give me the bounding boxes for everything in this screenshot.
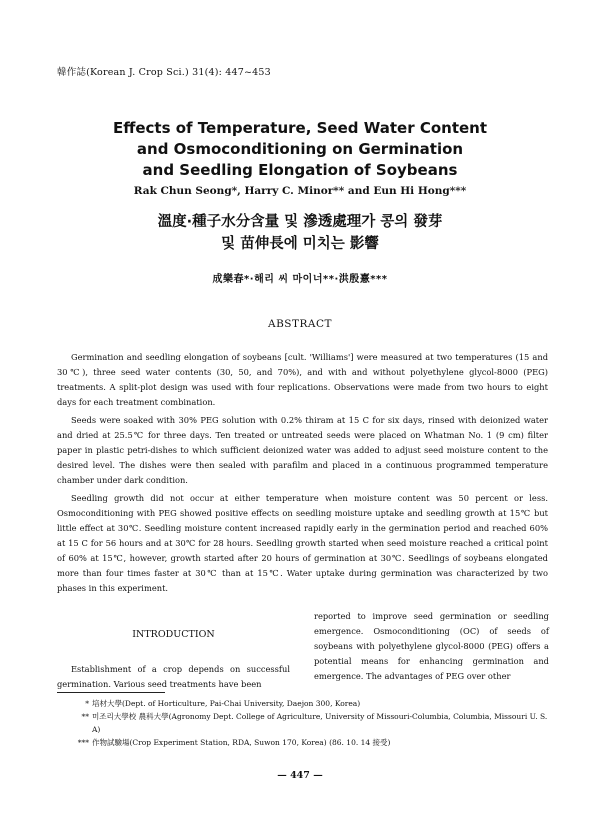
title-line: Effects of Temperature, Seed Water Content [112, 119, 488, 137]
footnote-text: 培材大學(Dept. of Horticulture, Pai-Chai University, Daejon 300, Korea) [92, 699, 361, 708]
section-heading-introduction: INTRODUCTION [132, 629, 215, 640]
page-number: — 447 — [277, 770, 323, 781]
footnote [57, 710, 548, 736]
footnote [57, 736, 548, 749]
footnote [57, 697, 548, 710]
footnote-mark: ** [81, 712, 89, 721]
abstract-heading: ABSTRACT [267, 318, 333, 330]
footnote-text: 미조리大學校 農科大學(Agronomy Dept. College of Agriculture, University of Missouri-Columbia, Columbia, Missouri U. S. A) [92, 712, 548, 734]
paper-title [40, 118, 560, 181]
journal-citation: 韓作誌(Korean J. Crop Sci.) 31(4): 447~453 [57, 67, 271, 78]
abstract-paragraph: Seeds were soaked with 30% PEG solution with 0.2% thiram at 15 C for six days, rinsed with deionized water and dried at 25.5℃ for three days. Ten treated or untreated seeds were placed on Whatman No. 1 (9 cm) filter paper in plastic petri-dishes to which sufficient deionized water was added to adjust seed moisture content to the desired level. The dishes were then sealed with parafilm and placed in a continuous programmed temperature chamber under dark condition. [57, 415, 548, 485]
left-column [57, 609, 290, 692]
footnote-divider [57, 692, 165, 693]
intro-paragraph: Establishment of a crop depends on successful germination. Various seed treatments have been [57, 664, 290, 689]
korean-author-list: 成樂春*·해리 씨 마이너**·洪殷憙*** [212, 274, 388, 285]
title-line: and Osmoconditioning on Germination [136, 140, 464, 158]
footnote-text: 作物試驗場(Crop Experiment Station, RDA, Suwon 170, Korea) (86. 10. 14 接受) [92, 738, 391, 747]
abstract-body [57, 350, 548, 599]
footnote-mark: * [85, 699, 89, 708]
abstract-paragraph: Germination and seedling elongation of soybeans [cult. 'Williams'] were measured at two temperatures (15 and 30℃), three seed water contents (30, 50, and 70%), and with and without polyethylene glycol-8000 (PEG) treatments. A split-plot design was used with four replications. Observations were made from two hours to eight days for each treatment combination. [57, 352, 548, 407]
korean-title-line: 溫度·種子水分含量 및 滲透處理가 콩의 發芽 [157, 214, 443, 230]
abstract-paragraph: Seedling growth did not occur at either temperature when moisture content was 50 percent or less. Osmoconditioning with PEG showed positive effects on seedling moisture uptake and seedling growth at 15℃ but little effect at 30℃. Seedling moisture content increased rapidly early in the germination period and reached 60% at 15 C for 56 hours and at 30℃ for 28 hours. Seedling growth started when seed moisture reached a critical point of 60% at 15℃, however, growth started after 20 hours of germination at 30℃. Seedlings of soybeans elongated more than four times faster at 30℃ than at 15℃. Water uptake during germination was characterized by two phases in this experiment. [57, 493, 548, 593]
author-list: Rak Chun Seong*, Harry C. Minor** and Eun Hi Hong*** [133, 185, 467, 197]
korean-title [40, 211, 560, 255]
title-line: and Seedling Elongation of Soybeans [142, 161, 458, 179]
footnotes [57, 697, 548, 749]
right-column [314, 609, 549, 684]
intro-paragraph-continued: reported to improve seed germination or seedling emergence. Osmoconditioning (OC) of seeds of soybeans with polyethylene glycol-8000 (PEG) offers a potential means for enhancing germination and emergence. The advantages of PEG over other [314, 611, 549, 681]
korean-title-line: 및 苗伸長에 미치는 影響 [221, 236, 379, 252]
footnote-mark: *** [77, 738, 89, 747]
